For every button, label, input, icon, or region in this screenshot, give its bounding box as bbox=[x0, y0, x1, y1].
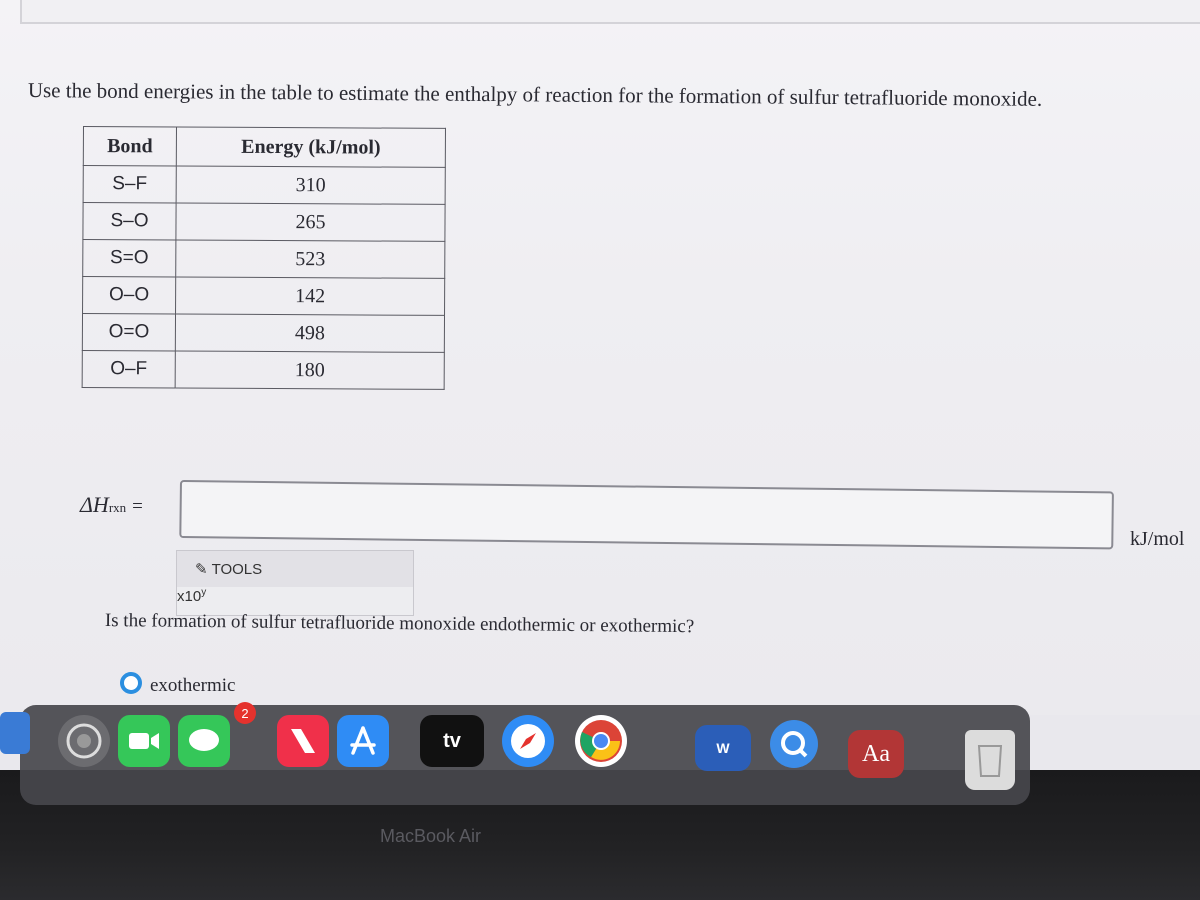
macbook-label: MacBook Air bbox=[380, 826, 482, 846]
bond-cell: O=O bbox=[82, 314, 175, 351]
mail-icon[interactable] bbox=[0, 712, 30, 754]
energy-cell: 523 bbox=[176, 240, 445, 278]
tools-panel[interactable] bbox=[176, 550, 414, 616]
x10-label: x10 bbox=[177, 588, 202, 605]
exothermic-label: exothermic bbox=[150, 675, 236, 696]
tools-button[interactable] bbox=[195, 560, 262, 578]
radio-button[interactable] bbox=[120, 672, 142, 694]
header-bond: Bond bbox=[83, 127, 176, 166]
tools-label: TOOLS bbox=[211, 561, 263, 578]
news-icon[interactable] bbox=[277, 715, 329, 767]
bond-cell: S–O bbox=[83, 203, 176, 240]
energy-cell: 180 bbox=[175, 351, 444, 389]
delta-h-subscript: rxn bbox=[108, 500, 127, 515]
energy-cell: 498 bbox=[175, 314, 444, 352]
tv-label: tv bbox=[443, 729, 461, 752]
energy-cell: 265 bbox=[176, 203, 445, 241]
word-label: W bbox=[716, 740, 730, 756]
bond-cell: S–F bbox=[83, 166, 176, 203]
question-text: Use the bond energies in the table to estimate the enthalpy of reaction for the formation of sulfur tetrafluoride monoxide. bbox=[27, 78, 1043, 111]
facetime-icon[interactable] bbox=[118, 715, 170, 767]
equals-sign: = bbox=[132, 496, 143, 517]
chrome-icon[interactable] bbox=[575, 715, 627, 767]
tools-header[interactable] bbox=[177, 551, 413, 587]
x10-superscript: y bbox=[201, 587, 207, 598]
messages-badge: 2 bbox=[234, 702, 256, 724]
system-preferences-icon[interactable] bbox=[58, 715, 110, 767]
quicktime-icon[interactable] bbox=[770, 720, 818, 768]
energy-cell: 142 bbox=[176, 277, 445, 315]
table-row bbox=[83, 166, 445, 205]
delta-h-symbol: ΔH bbox=[80, 492, 109, 517]
delta-h-label bbox=[80, 492, 143, 518]
unit-label: kJ/mol bbox=[1130, 528, 1185, 550]
dictionary-icon[interactable] bbox=[848, 730, 904, 778]
table-header-row bbox=[83, 127, 445, 168]
pencil-icon: ✎ bbox=[195, 561, 208, 578]
word-icon[interactable] bbox=[695, 725, 751, 771]
table-row bbox=[82, 314, 444, 353]
table-row bbox=[83, 203, 445, 242]
bond-energy-table bbox=[82, 126, 446, 390]
bond-cell: O–O bbox=[83, 277, 176, 314]
apple-tv-icon[interactable] bbox=[420, 715, 484, 767]
table-row bbox=[83, 277, 445, 316]
endo-exo-question: Is the formation of sulfur tetrafluoride monoxide endothermic or exothermic? bbox=[104, 610, 695, 638]
table-row bbox=[83, 240, 445, 279]
messages-icon[interactable] bbox=[178, 715, 230, 767]
header-energy: Energy (kJ/mol) bbox=[176, 127, 445, 167]
top-bar bbox=[20, 0, 1200, 24]
enthalpy-answer-input[interactable] bbox=[179, 480, 1114, 549]
scientific-notation-button[interactable] bbox=[177, 587, 206, 605]
safari-icon[interactable] bbox=[502, 715, 554, 767]
energy-cell: 310 bbox=[176, 166, 445, 204]
trash-icon[interactable] bbox=[965, 730, 1015, 790]
app-store-icon[interactable] bbox=[337, 715, 389, 767]
bond-cell: S=O bbox=[83, 240, 176, 277]
table-row bbox=[82, 350, 444, 389]
exothermic-option[interactable] bbox=[120, 672, 235, 697]
dictionary-label: Aa bbox=[862, 740, 890, 767]
bond-cell: O–F bbox=[82, 350, 175, 387]
